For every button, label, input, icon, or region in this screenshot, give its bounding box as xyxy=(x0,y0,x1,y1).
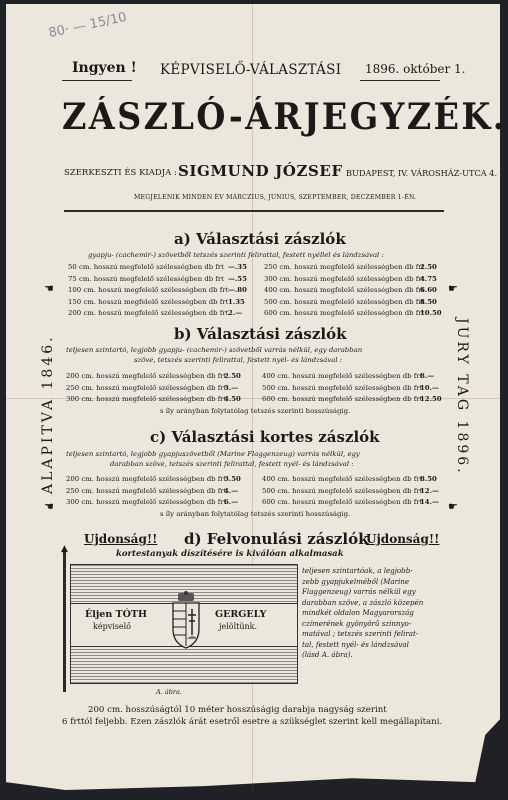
flag-text-right-2: jelöltünk. xyxy=(219,622,258,631)
flag-text-left-2: képviselő xyxy=(93,622,131,631)
price-row-value: 12.— xyxy=(420,486,439,495)
editor-name: SIGMUND JÓZSEF xyxy=(178,162,343,180)
price-row-text: 200 cm. hosszú megfelelő szélességben db frt xyxy=(68,309,229,317)
section-a-heading: a) Választási zászlók xyxy=(174,230,346,248)
price-row-value: 10.50 xyxy=(420,309,442,317)
price-row-value: 4.75 xyxy=(420,274,437,283)
page-title: ZÁSZLÓ-ÁRJEGYZÉK. xyxy=(62,96,507,138)
section-c-note: s íly arányban folytatólag tetszés szerinti hosszúságig. xyxy=(160,510,351,518)
pointing-hand-icon: ☛ xyxy=(448,500,458,513)
price-row-text: 250 cm. hosszú megfelelő szélességben db frt xyxy=(66,383,227,392)
description-line: tal, festett nyél- és lándzsával xyxy=(302,639,409,649)
price-row-value: 10.— xyxy=(420,383,439,392)
section-a-description: gyapju- (cachemir-) szövetből tetszés szerinti felirattal, festett nyéllel és lándzsával : xyxy=(88,251,384,259)
new-badge-right: Ujdonság!! xyxy=(366,532,440,546)
flag-cloth xyxy=(70,564,298,684)
section-d-footer-line1: 200 cm. hosszúságtól 10 méter hosszúságig darabja nagyság szerint xyxy=(88,705,387,715)
pointing-hand-icon: ☚ xyxy=(44,500,54,513)
price-row-text: 400 cm. hosszú megfelelő szélességben db frt xyxy=(262,372,423,380)
description-line: teljesen szintartóak, a legjobb- xyxy=(302,566,413,575)
free-label: Ingyen ! xyxy=(72,60,137,76)
flag-text-right-1: GERGELY xyxy=(215,609,267,620)
flag-pole xyxy=(63,552,66,692)
description-line: matával ; tetszés szerinti felirat- xyxy=(302,629,419,638)
price-row-text: 600 cm. hosszú megfelelő szélességben db frt xyxy=(262,395,423,403)
price-row-value: 8.50 xyxy=(420,475,437,483)
description-line: mindkét oldalon Magyarország xyxy=(302,608,414,617)
pointing-hand-icon: ☛ xyxy=(448,282,458,295)
description-line: Flaggenzeug) varrás nélkül egy xyxy=(302,587,416,596)
price-row-text: 75 cm. hosszú megfelelő szélességben db frt xyxy=(68,274,224,283)
price-row-value: 4.50 xyxy=(224,395,241,403)
section-b-heading: b) Választási zászlók xyxy=(174,325,347,343)
section-d-footer-line2: 6 frttól feljebb. Ezen zászlók árát esetről esetre a szükséglet szerint kell megállapítani. xyxy=(62,717,443,727)
price-row-text: 250 cm. hosszú megfelelő szélességben db frt xyxy=(66,486,227,495)
price-row-value: 2.— xyxy=(228,309,243,317)
description-line: zebb gyapjukelméből (Marine xyxy=(302,576,410,586)
price-row-value: —.35 xyxy=(228,263,247,271)
side-text-founded: ALAPITVA 1846. xyxy=(40,334,56,494)
section-b-description-line2: szöve, tetszés szerinti felirattal, festett nyél- és lándzsával : xyxy=(134,356,343,364)
price-row-text: 400 cm. hosszú megfelelő szélességben db frt xyxy=(262,475,423,483)
price-row-value: 3.50 xyxy=(224,475,241,483)
figure-caption: A. ábra. xyxy=(156,688,182,696)
description-line: darabban szöve, a zászló közepén xyxy=(302,597,424,607)
publication-schedule: MEGJELENIK MINDEN ÉV MÁRCZIUS, JUNIUS, SZEPTEMBER, DECZEMBER 1-ÉN. xyxy=(134,194,417,201)
price-row-text: 100 cm. hosszú megfelelő szélességben db frt xyxy=(68,286,229,294)
pointing-hand-icon: ☚ xyxy=(44,282,54,295)
editor-address: BUDAPEST, IV. VÁROSHÁZ-UTCA 4. xyxy=(346,168,498,178)
hungarian-coat-of-arms-icon xyxy=(169,591,203,651)
price-row-value: 14.— xyxy=(420,498,439,506)
section-d-subheading: kortestanyak díszítésére is kiválóan alkalmasak xyxy=(116,549,344,559)
price-row-value: 4.— xyxy=(224,486,239,495)
price-row-text: 500 cm. hosszú megfelelő szélességben db frt xyxy=(262,383,423,392)
side-text-jury: JURY TAG 1896. xyxy=(454,318,470,476)
pencil-annotation: 80· — 15/10 xyxy=(47,9,129,42)
price-row-value: 3.— xyxy=(224,383,239,392)
new-badge-left: Ujdonság!! xyxy=(84,532,158,546)
price-row-text: 50 cm. hosszú megfelelő szélességben db frt xyxy=(68,263,224,271)
price-row-text: 200 cm. hosszú megfelelő szélességben db frt xyxy=(66,372,227,380)
section-b-description-line1: teljesen szintartó, legjobb gyapju- (cachemir-) szövetből varrás nélkül, egy darabban xyxy=(66,346,363,354)
price-row-value: 2.50 xyxy=(224,372,241,380)
section-c-heading: c) Választási kortes zászlók xyxy=(150,428,380,446)
price-row-value: 6.— xyxy=(224,498,239,506)
price-row-value: 1.35 xyxy=(228,297,245,306)
header-subtitle: KÉPVISELŐ-VÁLASZTÁSI xyxy=(160,62,342,78)
section-d-heading: d) Felvonulási zászlók xyxy=(184,530,369,548)
header-underline-right xyxy=(360,80,440,81)
price-row-value: 12.50 xyxy=(420,395,442,403)
price-row-text: 600 cm. hosszú megfelelő szélességben db frt xyxy=(264,309,425,317)
section-b-note: s íly arányban folytatólag tetszés szerinti hosszúságig. xyxy=(160,407,351,415)
spearhead-icon: ▲ xyxy=(61,544,68,554)
price-row-text: 300 cm. hosszú megfelelő szélességben db frt xyxy=(66,395,227,403)
price-row-text: 300 cm. hosszú megfelelő szélességben db frt xyxy=(264,274,425,283)
flag-illustration xyxy=(61,544,294,684)
header-divider xyxy=(64,210,444,212)
flag-text-left-1: Éljen TÓTH xyxy=(85,609,147,620)
price-row-value: 6.60 xyxy=(420,286,437,294)
price-row-value: 8.50 xyxy=(420,297,437,306)
price-row-text: 200 cm. hosszú megfelelő szélességben db frt xyxy=(66,475,227,483)
section-c-description-line1: teljesen szintartó, legjobb gyapjuszövetből (Marine Flaggenzeug) varrás nélkül, egy xyxy=(66,450,360,458)
header-underline-left xyxy=(62,80,132,81)
price-row-text: 400 cm. hosszú megfelelő szélességben db frt xyxy=(264,286,425,294)
price-row-value: —.80 xyxy=(228,286,247,294)
price-row-text: 150 cm. hosszú megfelelő szélességben db frt xyxy=(68,297,229,306)
price-row-text: 600 cm. hosszú megfelelő szélességben db frt xyxy=(262,498,423,506)
price-row-text: 300 cm. hosszú megfelelő szélességben db frt xyxy=(66,498,227,506)
price-row-text: 250 cm. hosszú megfelelő szélességben db frt xyxy=(264,263,425,271)
editor-prefix: SZERKESZTI ÉS KIADJA : xyxy=(64,168,177,178)
price-row-text: 500 cm. hosszú megfelelő szélességben db frt xyxy=(262,486,423,495)
section-d-description xyxy=(302,566,423,661)
description-line: czímerének gyönyörű szinnyo- xyxy=(302,618,412,628)
section-c-description-line2: darabban szöve, tetszés szerinti felirattal, festett nyél- és lándzsával : xyxy=(110,460,354,468)
price-row-value: 2.50 xyxy=(420,263,437,271)
description-line: (lásd A. ábra). xyxy=(302,650,353,659)
price-row-text: 500 cm. hosszú megfelelő szélességben db frt xyxy=(264,297,425,306)
price-row-value: 8.— xyxy=(420,372,435,380)
issue-date: 1896. október 1. xyxy=(365,62,466,76)
price-row-value: —.55 xyxy=(228,274,247,283)
